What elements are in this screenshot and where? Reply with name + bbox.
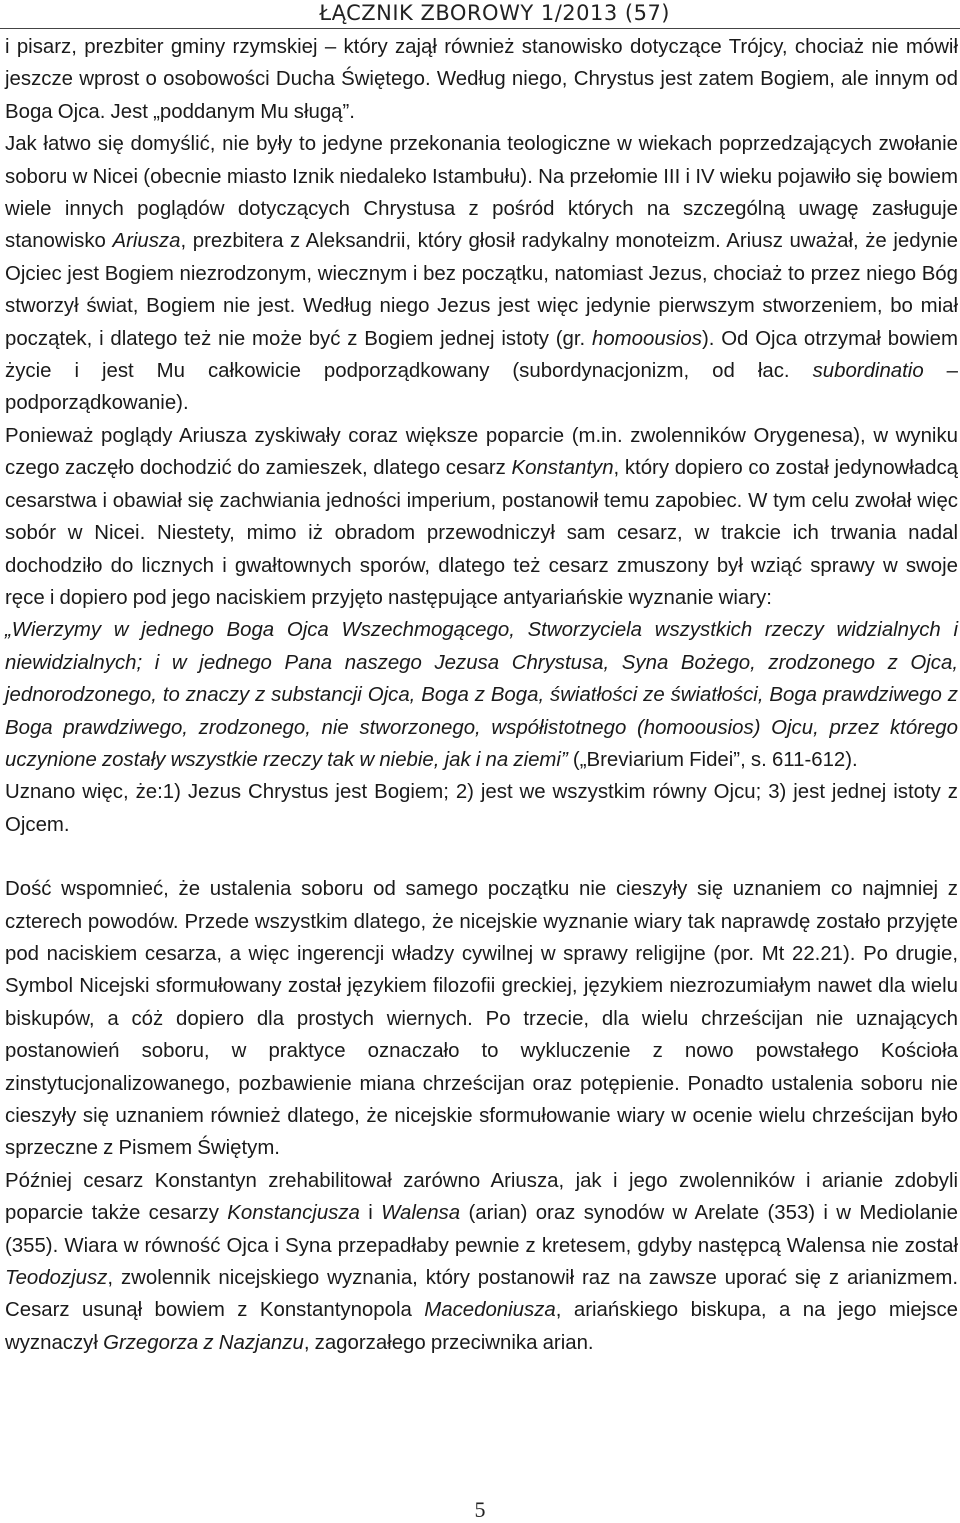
text-segment: , który dopiero co został jedynowładcą cesarstwa i obawiał się zachwiania jedności imperium, postanowił temu zapobiec. W tym celu zwołał więc sobór w Nicei. Niestety, mimo iż obradom przewodniczył sam cesarz, w trakcie ich trwania nadal dochodziło do licznych i gwałtownych sporów, dlatego też cesarz zmuszony był wziąć sprawy w swoje ręce i dopiero pod jego naciskiem przyjęto następujące antyariańskie wyznanie wiary: <box>5 457 959 609</box>
journal-title: ŁĄCZNIK ZBOROWY 1/2013 (57) <box>319 1 670 25</box>
paragraph-3 <box>5 420 958 614</box>
article-body <box>5 31 958 1359</box>
italic-text-segment: Walensa <box>381 1202 461 1225</box>
paragraph-2 <box>5 128 958 420</box>
text-segment: , zwolennik nicejskiego wyznania, który postanowił raz na zawsze uporać się z arianizmem. Cesarz usunął bowiem z Konstantynopola <box>5 1267 958 1322</box>
page-header <box>0 0 960 30</box>
italic-text-segment: homoousios <box>592 327 702 350</box>
paragraph-7 <box>5 1165 958 1359</box>
italic-text-segment: Konstantyn <box>511 457 614 480</box>
italic-text-segment: Grzegorza z Nazjanzu <box>103 1331 304 1354</box>
text-segment: (arian) oraz synodów w Arelate (353) i w Mediolanie (355). Wiara w równość Ojca i Syna przepadłaby pewnie z kretesem, gdyby następcą Walensa nie został <box>5 1202 958 1257</box>
text-segment: Dość wspomnieć, że ustalenia soboru od samego początku nie cieszyły się uznaniem co najmniej z czterech powodów. Przede wszystkim dlatego, że nicejskie wyznanie wiary tak naprawdę zostało przyjęte pod naciskiem cesarza, a więc ingerencji władzy cywilnej w sprawy religijne (por. Mt 22.21). Po drugie, Symbol Nicejski sformułowany został językiem filozofii greckiej, językiem niezrozumiałym nawet dla wielu biskupów, a cóż dopiero dla prostych wiernych. Po trzecie, dla wielu chrześcijan nie uznających postanowień soboru, w praktyce oznaczało to wykluczenie z nowo powstałego Kościoła zinstytucjonalizowanego, pozbawienie miana chrześcijan oraz potępienie. Ponadto ustalenia soboru nie cieszyły się uznaniem również dlatego, że nicejskie sformułowanie wiary w ocenie wielu chrześcijan było sprzeczne z Pismem Świętym. <box>5 878 958 1160</box>
text-segment: Ponieważ poglądy Ariusza zyskiwały coraz większe poparcie (m.in. zwolenników Orygenesa), w wyniku czego zaczęło dochodzić do zamieszek, dlatego cesarz <box>5 424 958 480</box>
italic-text-segment: Ariusza <box>112 230 181 253</box>
text-segment: Jak łatwo się domyślić, nie były to jedyne przekonania teologiczne w wiekach poprzedzających zwołanie soboru w Nicei (obecnie miasto Iznik niedaleko Istambułu). Na przełomie III i IV wieku pojawiło się bowiem wiele innych poglądów dotyczących Chrystusa z pośród których na szczególną uwagę zasługuje stanowisko <box>5 133 958 253</box>
text-segment: , prezbitera z Aleksandrii, który głosił radykalny monoteizm. Ariusz uważał, że jedynie Ojciec jest Bogiem niezrodzonym, wiecznym i bez początku, natomiast Jezus, chociaż to przez niego Bóg stworzył świat, Bogiem nie jest. Według niego Jezus jest więc jedynie pierwszym stworzeniem, bo miał początek, i dlatego też nie może być z Bogiem jednej istoty (gr. <box>5 230 958 350</box>
italic-text-segment: Macedoniusza <box>424 1299 556 1322</box>
text-segment: Później cesarz Konstantyn zrehabilitował zarówno Ariusza, jak i jego zwolenników i arianie zdobyli poparcie także cesarzy <box>5 1169 958 1225</box>
header-divider <box>0 28 960 29</box>
italic-text-segment: „Wierzymy w jednego Boga Ojca Wszechmogącego, Stworzyciela wszystkich rzeczy widzialnych i niewidzialnych; i w jednego Pana naszego Jezusa Chrystusa, Syna Bożego, zrodzonego z Ojca, jednorodzonego, to znaczy z substancji Ojca, Boga z Boga, światłości ze światłości, Boga prawdziwego z Boga prawdziwego, zrodzonego, nie stworzonego, współistotnego (homoousios) Ojcu, przez którego uczynione zostały wszystkie rzeczy tak w niebie, jak i na ziemi” <box>5 619 958 771</box>
text-segment: („Breviarium Fidei”, s. 611-612). <box>567 748 858 771</box>
text-segment: , zagorzałego przeciwnika arian. <box>303 1331 594 1354</box>
text-segment: Uznano więc, że:1) Jezus Chrystus jest Bogiem; 2) jest we wszystkim równy Ojcu; 3) jest jednej istoty z Ojcem. <box>5 781 958 836</box>
italic-text-segment: subordinatio <box>812 360 924 383</box>
paragraph-4-creed <box>5 614 958 776</box>
text-segment: i pisarz, prezbiter gminy rzymskiej – który zajął również stanowisko dotyczące Trójcy, chociaż nie mówił jeszcze wprost o osobowości Ducha Świętego. Według niego, Chrystus jest zatem Bogiem, ale innym od Boga Ojca. Jest „poddanym Mu sługą”. <box>5 36 958 123</box>
paragraph-1 <box>5 31 958 128</box>
paragraph-6 <box>5 873 958 1165</box>
text-segment: ). Od Ojca otrzymał bowiem życie i jest Mu całkowicie podporządkowany (subordynacjonizm, od łac. <box>5 327 958 383</box>
paragraph-5 <box>5 776 958 841</box>
page-number: 5 <box>474 1497 486 1522</box>
text-segment: i <box>359 1202 382 1225</box>
italic-text-segment: Konstancjusza <box>227 1202 360 1225</box>
text-segment: , ariańskiego biskupa, a na jego miejsce wyznaczył <box>5 1299 958 1354</box>
italic-text-segment: Teodozjusz <box>5 1267 108 1290</box>
text-segment: – podporządkowanie). <box>5 360 958 415</box>
